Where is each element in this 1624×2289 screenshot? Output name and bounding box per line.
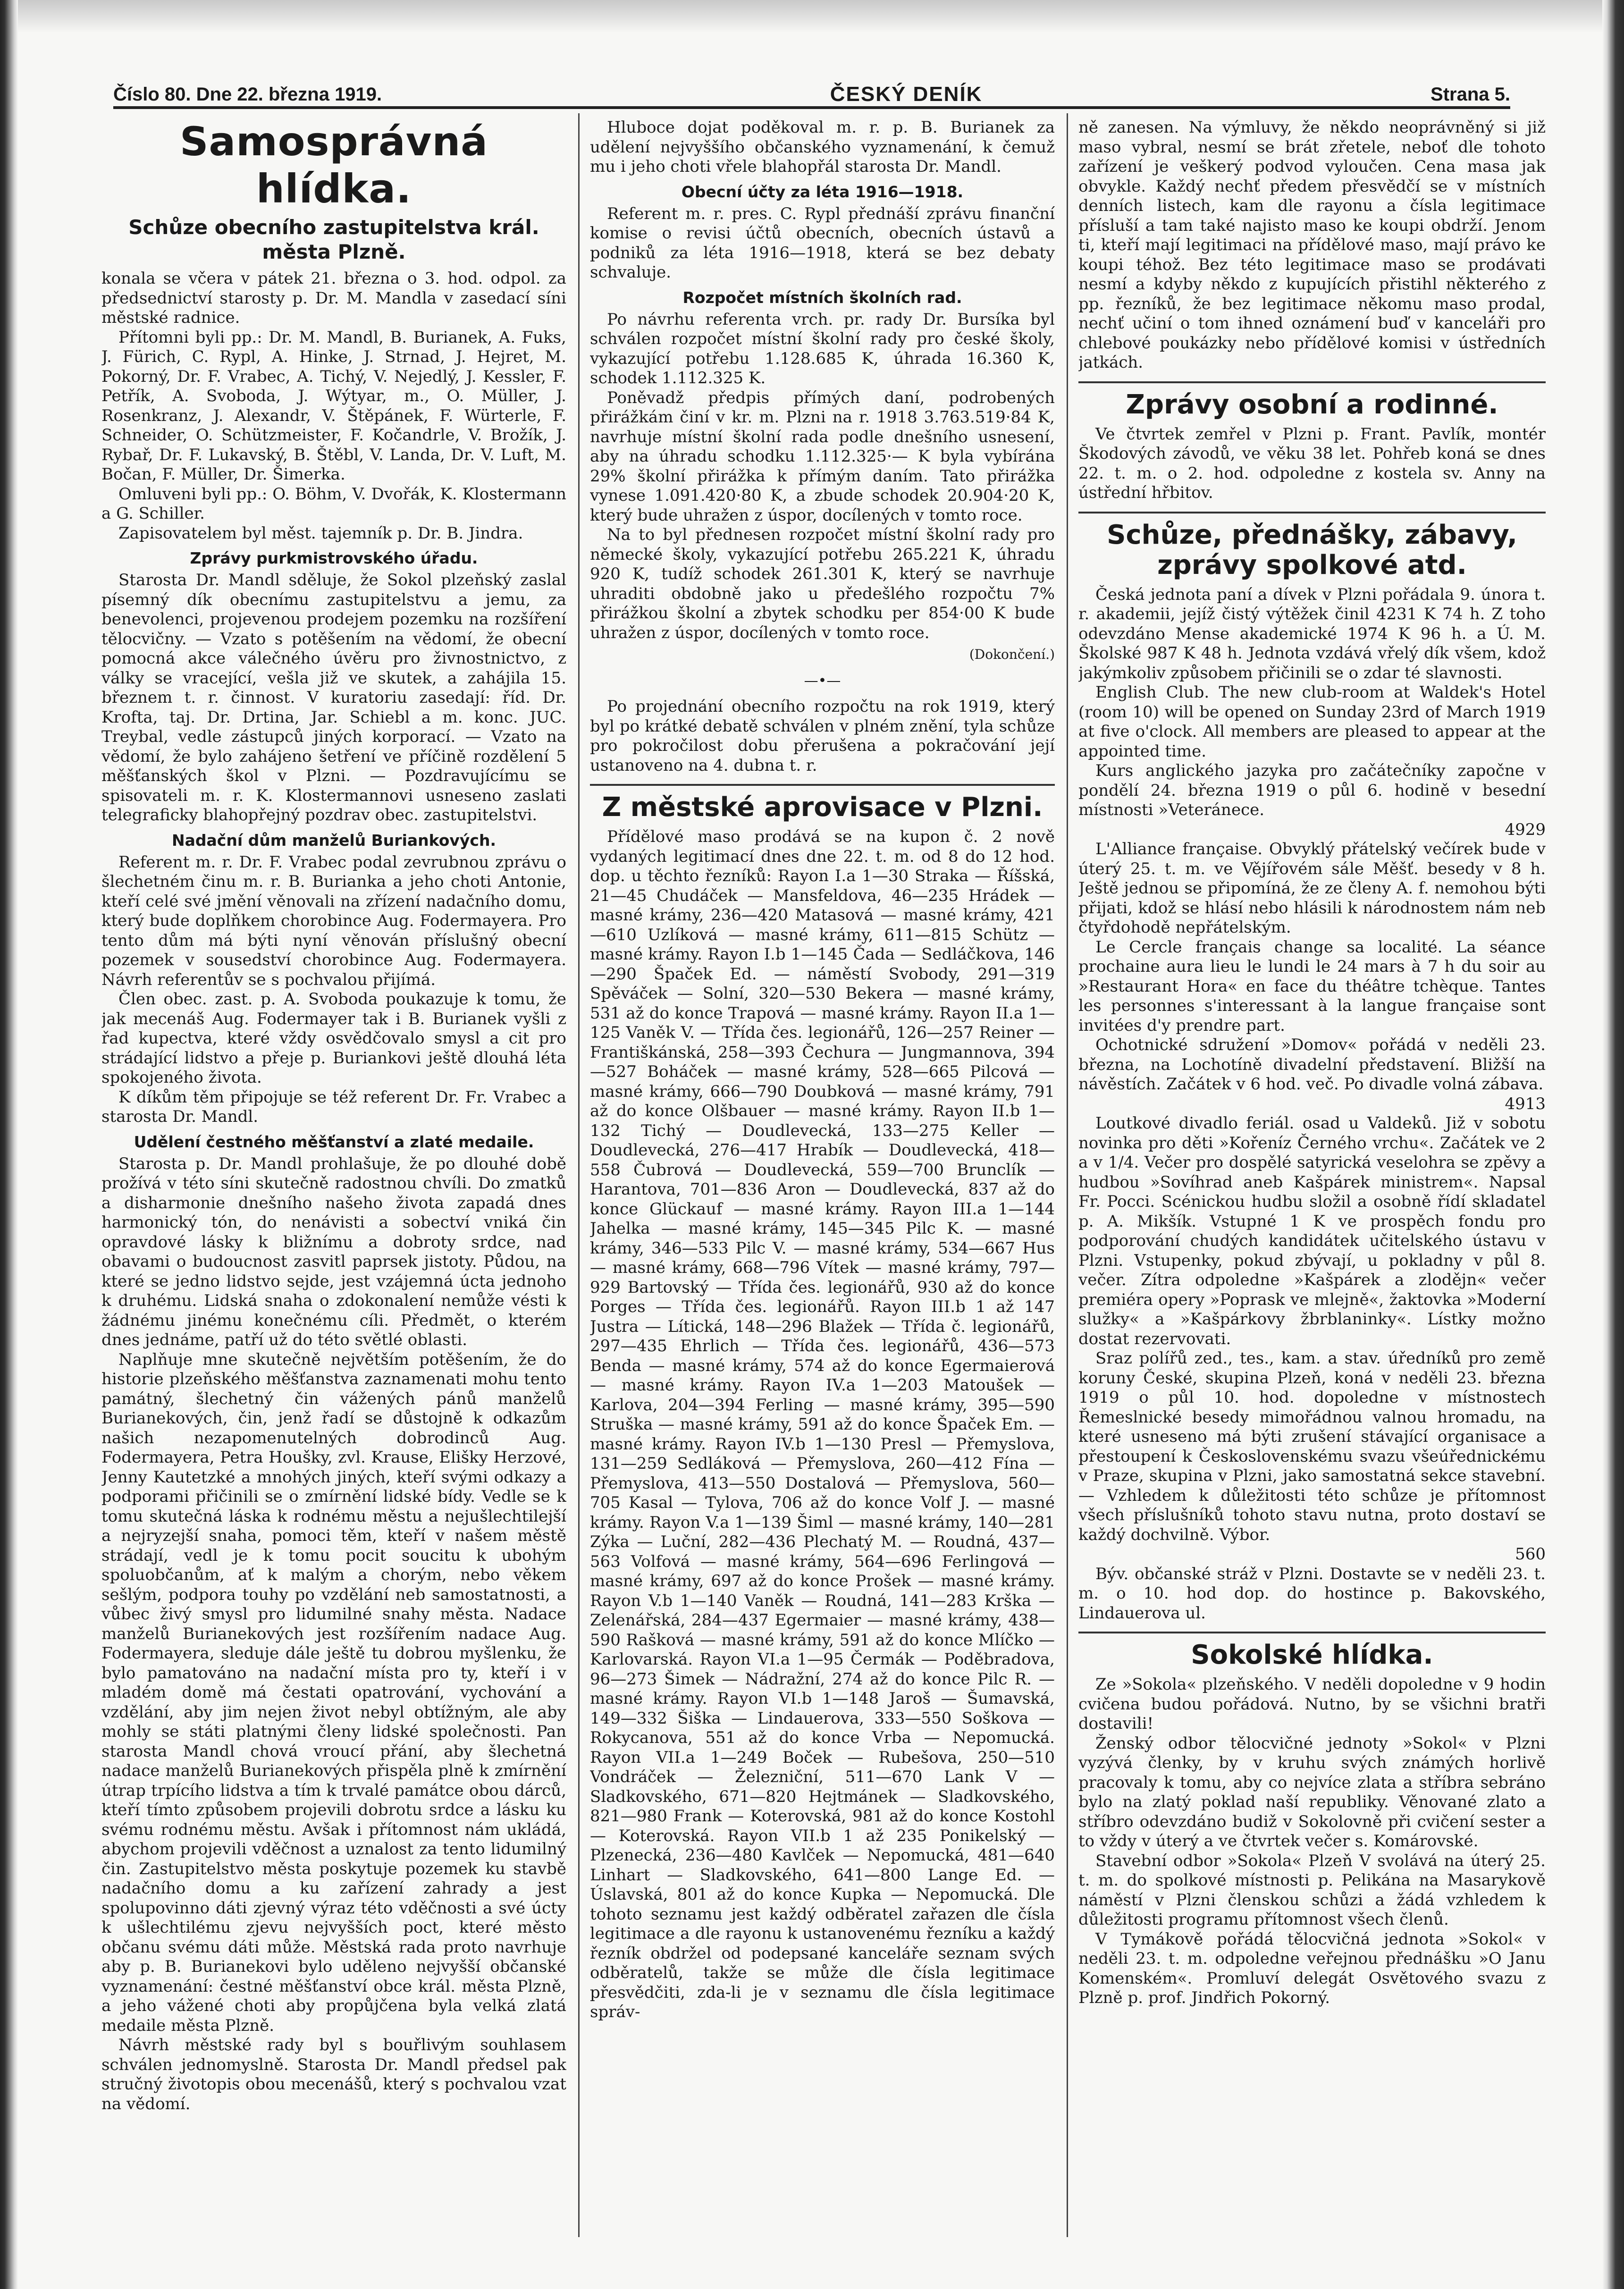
column-3 [1078, 118, 1546, 2232]
paragraph: Přídělové maso prodává se na kupon č. 2 nově vydaných legitimací dnes dne 22. t. m. od 8 do 12 hod. dop. u těchto řezníků: Rayon I.a 1—30 Straka — Říšská, 21—45 Chudáček — Mansfeldova, 46—235 Hrádek — masné krámy, 236—420 Matasová — masné krámy, 421—610 Uzlíková — masné krámy, 611—815 Schütz — masné krámy. Rayon I.b 1—145 Čada — Sedláčkova, 146—290 Špaček Ed. — náměstí Svobody, 291—319 Spěváček — Solní, 320—530 Bekera — masné krámy, 531 až do konce Trapová — masné krámy. Rayon II.a 1—125 Vaněk V. — Třída čes. legionářů, 126—257 Reiner — Františkánská, 258—393 Čechura — Jungmannova, 394—527 Boháček — masné krámy, 528—665 Pilcová — masné krámy, 666—790 Doubková — masné krámy, 791 až do konce Olšbauer — masné krámy. Rayon II.b 1—132 Tichý — Doudlevecká, 133—275 Keller — Doudlevecká, 276—417 Hrabík — Doudlevecká, 418—558 Čubrová — Doudlevecká, 559—700 Brunclík — Harantova, 701—836 Aron — Doudlevecká, 837 až do konce Glückauf — masné krámy. Rayon III.a 1—144 Jahelka — masné krámy, 145—345 Pilc K. — masné krámy, 346—533 Pilc V. — masné krámy, 534—667 Hus — masné krámy, 668—796 Vítek — masné krámy, 797—929 Bartovský — Třída čes. legionářů, 930 až do konce Porges — Třída čes. legionářů. Rayon III.b 1 až 147 Justra — Lítická, 148—296 Blažek — Třída č. legionářů, 297—435 Ehrlich — Třída čes. legionářů, 436—573 Benda — masné krámy, 574 až do konce Egermaierová — masné krámy. Rayon IV.a 1—203 Matoušek — Karlova, 204—394 Ferling — masné krámy, 395—590 Struška — masné krámy, 591 až do konce Špaček Em. — masné krámy. Rayon IV.b 1—130 Presl — Přemyslova, 131—259 Sedláková — Přemyslova, 260—412 Fína — Přemyslova, 413—550 Dostalová — Přemyslova, 560—705 Kasal — Tylova, 706 až do konce Volf J. — masné krámy. Rayon V.a 1—139 Šiml — masné krámy, 140—281 Zýka — Luční, 282—436 Plechatý M. — Roudná, 437—563 Volfová — masné krámy, 564—696 Ferlingová — masné krámy, 697 až do konce Prošek — masné krámy. Rayon V.b 1—140 Vaněk — Roudná, 141—283 Krška — Zelenářská, 284—437 Egermaier — masné krámy, 438—590 Rašková — masné krámy, 591 až do konce Mlíčko — Karlovarská. Rayon VI.a 1—95 Čermák — Poděbradova, 96—273 Šimek — Nádražní, 274 až do konce Pilc R. — masné krámy. Rayon VI.b 1—148 Jaroš — Šumavská, 149—332 Šiška — Lindauerova, 333—550 Soškova — Rokycanova, 551 až do konce Vrba — Nepomucká. Rayon VII.a 1—249 Boček — Rubešova, 250—510 Vondráček — Železniční, 511—670 Lank V — Sladkovského, 671—820 Hejtmánek — Sladkovského, 821—980 Frank — Koterovská, 981 až do konce Kostohl — Koterovská. Rayon VII.b 1 až 235 Ponikelský — Plzenecká, 236—480 Kavlček — Nepomucká, 481—640 Linhart — Sladkovského, 641—800 Lange Ed. — Úslavská, 801 až do konce Kupka — Nepomucká. Dle tohoto seznamu jest každý odběratel zařazen dle čísla legitimace a dle rayonu k ustanovenému řezníku a každý řezník obdržel od podepsané kanceláře seznam svých odběratelů, takže se může dle čísla legitimace přesvědčiti, zda-li je v seznamu dle čísla legitimace správ- [590, 827, 1055, 2021]
paragraph: Ženský odbor tělocvičné jednoty »Sokol« v Plzni vyzývá členky, by v kruhu svých známých horlivě pracovaly k tomu, aby co nejvíce zlata a stříbra sebráno bylo na zlatý poklad naší republiky. Věnované zlato a stříbro odevzdáno budiž v Sokolovně při cvičení sester a to vždy v úterý a ve čtvrtek večer s. Komárovské. [1078, 1734, 1546, 1851]
paragraph: Ve čtvrtek zemřel v Plzni p. Frant. Pavlík, montér Škodových závodů, ve věku 38 let. Pohřeb koná se dnes 22. t. m. o 2. hod. odpoledne z kostela sv. Anny na ústřední hřbitov. [1078, 424, 1546, 502]
paragraph: Referent m. r. Dr. F. Vrabec podal zevrubnou zprávu o šlechetném činu m. r. B. Burianka a jeho choti Antonie, kteří celé své jmění věnovali na zřízení nadačního domu, který bude doplňkem chorobince Aug. Fodermayera. Pro tento dům má býti nyní věnován příslušný obecní pozemek v sousedství chorobince Aug. Fodermayera. Návrh referentův se s pochvalou přijímá. [101, 852, 566, 989]
section-title-samospravna: Samosprávná hlídka. [180, 118, 488, 212]
paragraph: Člen obec. zast. p. A. Svoboda poukazuje k tomu, že jak mecenáš Aug. Fodermayer tak i B. Burianek vyšli z řad kupectva, které vždy osvědčovalo smysl a cit pro strádající lidstvo a přeje p. Buriankovi ještě dlouhá léta spokojeného života. [101, 990, 566, 1087]
paragraph: Poněvadž předpis přímých daní, podrobených přirážkám činí v kr. m. Plzni na r. 1918 3.763.519·84 K, navrhuje místní školní rada podle dnešního usnesení, aby na úhradu schodku 1.112.325·— K byla vybírána 29% školní přirážka k přímým daním. Tato přirážka vynese 1.091.420·80 K, a zbude schodek 20.904·20 K, který bude uhražen z úspor, docílených v tomto roce. [590, 388, 1055, 525]
issue-date: Číslo 80. Dne 22. března 1919. [113, 84, 382, 105]
ad-number: 4929 [1505, 820, 1546, 839]
subheading: Rozpočet místních školních rad. [682, 288, 962, 307]
subheading: Zprávy purkmistrovského úřadu. [190, 549, 478, 567]
paragraph: L'Alliance française. Obvyklý přátelský večírek bude v úterý 25. t. m. ve Vějířovém sále Měšť. besedy v 8 h. Ještě jednou se připomíná, že ze členy A. f. nemohou býti přijati, kdož se hlásí nebo hlásili k národnostem nám neb čtyřdohodě nepřátelským. [1078, 840, 1546, 937]
paragraph: Po projednání obecního rozpočtu na rok 1919, který byl po krátké debatě schválen v plném znění, tyla schůze pro pokročilost dobu přerušena a pokračování její ustanoveno na 4. dubna t. r. [590, 697, 1055, 775]
scan-right-edge [1602, 0, 1624, 2289]
paragraph: V Tymákově pořádá tělocvičná jednota »Sokol« v neděli 23. t. m. odpoledne veřejnou přednášku »O Janu Komenském«. Promluví delegát Osvětového svazu z Plzně p. prof. Jindřich Pokorný. [1078, 1929, 1546, 2007]
separator-star: —•— [804, 672, 841, 689]
column-2 [590, 118, 1055, 2232]
paragraph: Kurs anglického jazyka pro začátečníky započne v pondělí 24. března 1919 o půl 6. hodině v besední místnosti »Veteránece. [1078, 761, 1546, 819]
subheading: Obecní účty za léta 1916—1918. [681, 182, 964, 201]
paragraph: Na to byl přednesen rozpočet místní školní rady pro německé školy, vykazující potřebu 265.221 K, úhradu 920 K, tudíž schodek 261.301 K, který se navrhuje uhraditi obdobně jako u předešlého rozpočtu 7% přirážkou školní a zbytek schodku per 854·00 K bude uhražen z úspor, docílených v tomto roce. [590, 525, 1055, 642]
section-title-schuze-prednasky: Schůze, přednášky, zábavy, zprávy spolkové atd. [1107, 519, 1517, 581]
section-title-zpravy-osobni: Zprávy osobní a rodinné. [1126, 389, 1498, 420]
paragraph: Referent m. r. pres. C. Rypl přednáší zprávu finanční komise o revisi účtů obecních, obecních ústavů a podniků za léta 1916—1918, která se bez debaty schvaluje. [590, 204, 1055, 282]
section-title-sokolska-hlidka: Sokolské hlídka. [1191, 1640, 1433, 1670]
ad-number: 560 [1515, 1545, 1546, 1564]
paragraph: Zapisovatelem byl měst. tajemník p. Dr. B. Jindra. [118, 523, 523, 543]
page-number: Strana 5. [1430, 84, 1510, 105]
column-rule [1067, 113, 1068, 2237]
paragraph: Starosta p. Dr. Mandl prohlašuje, že po dlouhé době prožívá v této síni skutečně radostnou chvíli. Do zmatků a disharmonie dnešního našeho života zapadá dnes harmonický tón, do nenávisti a sobectví vniká čin opravdové lásky k bližnímu a dobroty srdce, nad obavami o budoucnost zasvitl paprsek jistoty. Půdou, na které se jedno lidstvo sejde, jest vzájemná úcta jednoho k druhému. Lidská snaha o zdokonalení nemůže vésti k žádnému jinému konečnému cíli. Předmět, o kterém dnes jednáme, patří už do této světlé oblasti. [101, 1154, 566, 1349]
header-rule [113, 106, 1510, 109]
paragraph: Stavební odbor »Sokola« Plzeň V svolává na úterý 25. t. m. do spolkové místnosti p. Pelikána na Masarykově náměstí v Plzni členskou schůzi a žádá vzhledem k důležitosti programu přítomnost všech členů. [1078, 1851, 1546, 1929]
paragraph: Po návrhu referenta vrch. pr. rady Dr. Bursíka byl schválen rozpočet místní školní rady pro české školy, vykazující potřebu 1.128.685 K, úhrada 16.360 K, schodek 1.112.325 K. [590, 310, 1055, 387]
paragraph: Sraz polířů zed., tes., kam. a stav. úředníků pro země koruny České, skupina Plzeň, koná v neděli 23. března 1919 o půl 10. hod. dopoledne v místnostech Řemeslnické besedy mimořádnou valnou hromadu, na které usneseno má býti zrušení stávající organisace a přestoupení k Československému svazu všeúřednickému v Praze, skupina v Plzni, jako samostatná sekce stavební. — Vzhledem k důležitosti této schůze je přítomnost všech příslušníků tohoto stavu nutna, proto dostaví se každý dochvilně. Výbor. [1078, 1349, 1546, 1544]
section-separator [1078, 381, 1546, 383]
section-title-aprovisace: Z městské aprovisace v Plzni. [602, 792, 1043, 823]
paragraph: English Club. The new club-room at Waldek's Hotel (room 10) will be opened on Sunday 23rd of March 1919 at five o'clock. All members are pleased to appear at the appointed time. [1078, 683, 1546, 761]
paragraph: Omluveni byli pp.: O. Böhm, V. Dvořák, K. Klostermann a G. Schiller. [101, 484, 566, 523]
paragraph: Býv. občanské stráž v Plzni. Dostavte se v neděli 23. t. m. o 10. hod dop. do hostince p. Bakovského, Lindauerova ul. [1078, 1564, 1546, 1623]
column-rule [578, 113, 580, 2237]
ad-number: 4913 [1505, 1094, 1546, 1113]
paragraph: Starosta Dr. Mandl sděluje, že Sokol plzeňský zaslal písemný dík obecnímu zastupitelstvu a jemu, za benevolenci, projevenou prodejem pozemku na rozšíření tělocvičny. — Vzato s potěšením na vědomí, že obecní pomocná akce válečného úvěru pro živnostnictvo, z války se vracející, vešla již ve skutek, a zahájila 15. březnem t. r. činnost. V kuratoriu zasedají: říd. Dr. Krofta, taj. Dr. Drtina, Jar. Schiebl a m. konc. JUC. Treybal, vedle zástupců jiných korporací. — Vzato na vědomí, že bylo zahájeno šetření ve příčině rozdělení 5 měšťanských škol v Plzni. — Pozdravujícímu se spisovateli m. r. K. Klostermannovi usneseno zaslati telegraficky blahopřejný pozdrav obec. zastupitelstvi. [101, 571, 566, 825]
section-separator [590, 784, 1055, 786]
scan-top-band [0, 0, 1624, 33]
continuation-note: (Dokončení.) [969, 647, 1055, 662]
paragraph: Ochotnické sdružení »Domov« pořádá v neděli 23. března, na Lochotíně divadelní představení. Bližší na návěstích. Začátek v 6 hod. več. Po divadle volná zábava. [1078, 1035, 1546, 1094]
paragraph: Le Cercle français change sa localité. La séance prochaine aura lieu le lundi le 24 mars à 7 h du soir au »Restaurant Hora« en face du théâtre tchèque. Tantes les personnes s'interessant à la langue française sont invitées d'y prendre part. [1078, 937, 1546, 1035]
newspaper-title: ČESKÝ DENÍK [830, 83, 983, 106]
article-title-schuze: Schůze obecního zastupitelstva král. města Plzně. [128, 216, 539, 263]
column-1 [101, 118, 566, 2232]
paragraph: K díkům těm připojuje se též referent Dr. Fr. Vrabec a starosta Dr. Mandl. [101, 1087, 566, 1126]
paragraph: Hluboce dojat poděkoval m. r. p. B. Burianek za udělení nejvyššího občanského vyznamenání, k čemuž mu i jeho choti vřele blahopřál starosta Dr. Mandl. [590, 118, 1055, 176]
subheading: Udělení čestného měšťanství a zlaté medaile. [134, 1132, 534, 1151]
subheading: Nadační dům manželů Buriankových. [172, 831, 496, 850]
paragraph: konala se včera v pátek 21. března o 3. hod. odpol. za předsednictví starosty p. Dr. M. Mandla v zasedací síni městské radnice. [101, 269, 566, 327]
page-header [113, 80, 1510, 109]
paragraph: Návrh městské rady byl s bouřlivým souhlasem schválen jednomyslně. Starosta Dr. Mandl předsel pak stručný životopis obou mecenášů, který s pochvalou vzat na vědomí. [101, 2036, 566, 2113]
paragraph: Česká jednota paní a dívek v Plzni pořádala 9. února t. r. akademii, jejíž čistý výtěžek činil 4231 K 74 h. Z toho odevzdáno Mense akademické 1974 K 96 h. a Ú. M. Školské 987 K 48 h. Jednota vzdává vřelý dík všem, kdož jakýmkoliv způsobem přičinili se o zdar té slavnosti. [1078, 585, 1546, 682]
section-separator [1078, 512, 1546, 513]
section-separator [1078, 1632, 1546, 1633]
paragraph: Loutkové divadlo feriál. osad u Valdeků. Již v sobotu novinka pro děti »Kořeníz Černého vrchu«. Začátek ve 2 a v 1/4. Večer pro dospělé satyrická veselohra se zpěvy a hudbou »Sovíhrad aneb Kašpárek ministrem«. Napsal Fr. Pocci. Scénickou hudbu složil a osobně řídí skladatel p. A. Mikšík. Vstupné 1 K ve prospěch fondu pro podporování chudých kandidátek učitelského ústavu v Plzni. Vstupenky, pokud zbývají, u pokladny v půl 8. večer. Zítra odpoledne »Kašpárek a zlodějn« večer premiéra opery »Poprask ve mlejně«, žaktovka »Moderní služky« a »Kašpárkovy žbrblaninky«. Lístky možno dostat rezervovati. [1078, 1114, 1546, 1348]
scan-left-edge [0, 0, 18, 2289]
paragraph: Naplňuje mne skutečně největším potěšením, že do historie plzeňského měšťanstva zaznamenati mohu tento památný, šlechetný čin vážených pánů manželů Burianekových, čin, jenž řadí se důstojně k odkazům našich nezapomenutelných dobrodinců Aug. Fodermayera, Petra Houšky, zvl. Krause, Elišky Herzové, Jenny Kautetzké a mnohých jiných, kteří svými odkazy a podporami přičinili se o zmírnění lidské bídy. Vedle se k tomu skutečná láska k rodnému městu a nejušlechtilejší a nejryzejší snaha, pomoci těm, kteří v našem městě strádají, vedl je k tomu pocit soucitu k ubohým spoluobčanům, ať k malým a chorým, nebo věkem sešlým, podpora touhy po vzdělání neb samostatnosti, a vůbec živý smysl pro lidumilné snahy města. Nadace manželů Burianekových jest rozšířením nadace Aug. Fodermayera, sleduje dále ještě tu dobrou myšlenku, že bylo pamatováno na nadační místa pro ty, kteří i v mladém domě má čestati opatrování, vychování a vzdělání, aby jim nejen život nebyl obtížným, ale aby mohly se státi platnými členy lidské společnosti. Pan starosta Mandl chová vroucí přání, aby šlechetná nadace manželů Burianekových přispěla plně k zmírnění útrap trpícího lidstva a tím k trvalé památce obou dárců, kteří tímto způsobem projevili dobrotu srdce a lásku ku svému rodnému městu. Avšak i přítomnost nám ukládá, abychom projevili vděčnost a uznalost za tento lidumilný čin. Zastupitelstvo města poskytuje pozemek ku stavbě nadačního domu a ku zařízení zahrady a jest spolupovinno dáti zjevný výraz této vděčnosti a své úcty k ušlechtilému zjevu nejvyšších poct, které město občanu svému dáti může. Městská rada proto navrhuje aby p. B. Burianekovi bylo uděleno nejvyšší občanské vyznamenání: čestné měšťanství obce král. města Plzně, a jeho vážené choti aby propůjčena byla velká zlatá medaile města Plzně. [101, 1350, 566, 2035]
paragraph: ně zanesen. Na výmluvy, že někdo neoprávněný si již maso vybral, nesmí se brát zřetele, neboť dle tohoto zařízení je veškerý podvod vyloučen. Cena masa jak obvykle. Každý nechť předem přesvědčí se v místních denních listech, kam dle rayonu a čísla legitimace přísluší a tam také najisto maso ke koupi obdrží. Jenom ti, kteří mají legitimaci na přídělové maso, mají právo ke koupi téhož. Bez této legitimace maso se prodávati nesmí a kdyby někdo z kupujících přistihl některého z pp. řezníků, že bez legitimace někomu maso prodal, nechť učiní o tom ihned oznámení buď v kanceláři pro chlebové poukázky nebo přídělové komisi v ústředních jatkách. [1078, 118, 1546, 372]
paragraph: Ze »Sokola« plzeňského. V neděli dopoledne v 9 hodin cvičena budou pořádová. Nutno, by se všichni bratři dostavili! [1078, 1675, 1546, 1733]
paragraph: Přítomni byli pp.: Dr. M. Mandl, B. Burianek, A. Fuks, J. Fürich, C. Rypl, A. Hinke, J. Strnad, J. Hejret, M. Pokorný, Dr. F. Vrabec, A. Tichý, V. Nejedlý, J. Kessler, F. Petřík, A. Svoboda, J. Wýtyar, m., O. Müller, J. Rosenkranz, J. Alexandr, V. Štěpánek, F. Würterle, F. Schneider, O. Schützmeister, F. Kočandrle, V. Brožík, J. Rybař, Dr. F. Lukavský, B. Štěbl, V. Landa, Dr. V. Luft, M. Bočan, F. Müller, Dr. Šimerka. [101, 328, 566, 484]
